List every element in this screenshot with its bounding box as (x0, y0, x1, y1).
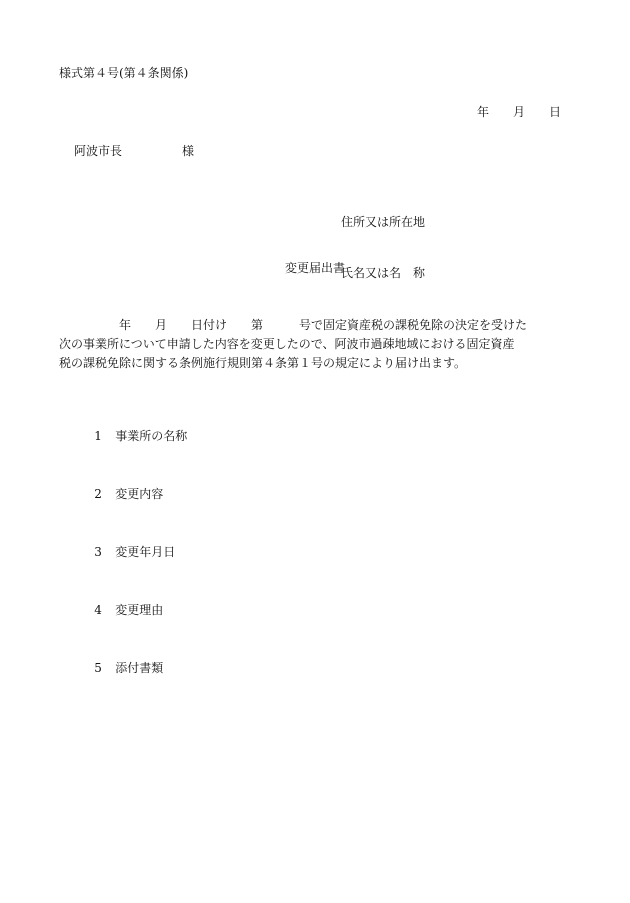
item-label: 事業所の名称 (115, 429, 188, 443)
body-paragraph (59, 316, 574, 373)
item-label: 変更年月日 (115, 545, 176, 559)
item-number: 3 (94, 545, 102, 559)
list-item (79, 644, 163, 692)
item-number: 4 (94, 603, 102, 617)
item-number: 5 (94, 661, 102, 675)
address-label: 住所又は所在地 (341, 215, 426, 229)
name-label: 氏名又は名 称 (341, 266, 426, 280)
list-item (79, 528, 175, 576)
body-line-3: 税の課税免除に関する条例施行規則第４条第１号の規定により届け出ます。 (59, 356, 467, 370)
body-line-1: 年 月 日付け 第 号で固定資産税の課税免除の決定を受けた (59, 318, 528, 332)
item-number: 1 (94, 429, 102, 443)
list-item (79, 412, 187, 460)
item-list (79, 412, 188, 675)
date-line: 年 月 日 (477, 105, 562, 119)
item-label: 変更理由 (115, 603, 164, 617)
item-number: 2 (94, 487, 102, 501)
item-label: 変更内容 (115, 487, 164, 501)
form-number: 様式第４号(第４条関係) (59, 66, 189, 80)
addressee: 阿波市長 様 (74, 144, 195, 158)
list-item (79, 586, 163, 634)
item-label: 添付書類 (115, 661, 164, 675)
applicant-block (341, 181, 425, 299)
list-item (79, 470, 163, 518)
body-line-2: 次の事業所について申請した内容を変更したので、阿波市過疎地域における固定資産 (59, 337, 515, 351)
document-title: 変更届出書 (284, 261, 345, 275)
